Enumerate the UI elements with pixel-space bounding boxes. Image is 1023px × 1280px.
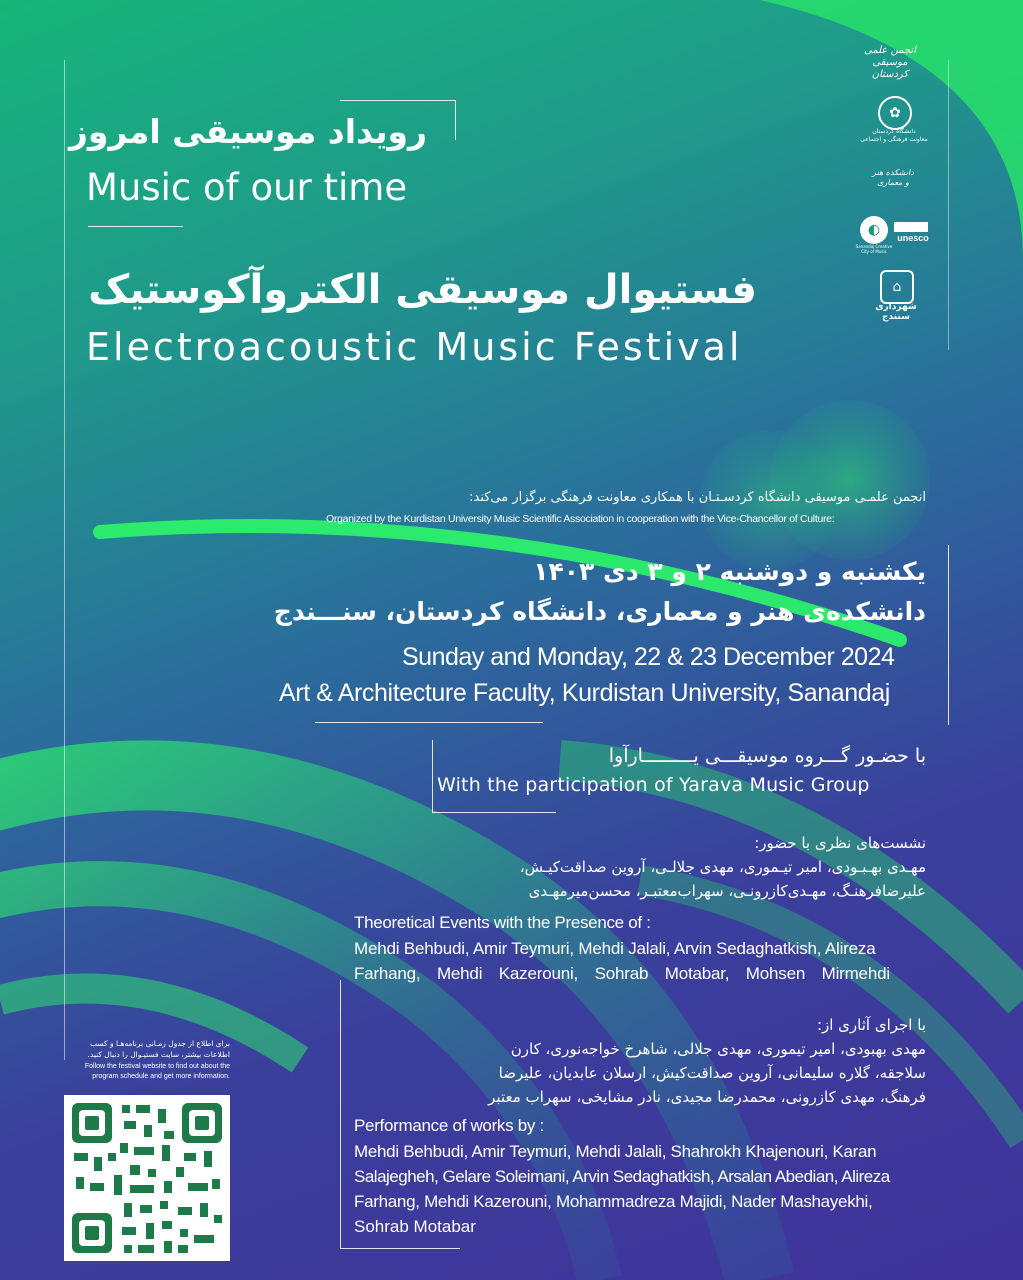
- frame-line: [340, 980, 341, 1248]
- qr-note-fa-line: اطلاعات بیشتر، سایت فستیـوال را دنبال کنید.: [87, 1050, 230, 1059]
- creative-city-label: Sanandaj Creative City of Music: [855, 244, 893, 254]
- university-name: دانشگاه کردستان: [872, 128, 916, 135]
- unesco-bar-icon: [894, 222, 928, 232]
- performance-names-fa: مهدی بهبودی، امیر تیموری، مهدی جلالی، شاهرخ خواجه‌نوری، کارن: [510, 1040, 926, 1058]
- festival-title-en: Electroacoustic Music Festival: [86, 325, 743, 369]
- theoretical-title-en: Theoretical Events with the Presence of :: [354, 913, 651, 932]
- frame-line: [455, 100, 456, 140]
- theoretical-title-fa: نشست‌های نظری با حضور:: [754, 834, 926, 852]
- frame-line: [315, 722, 543, 723]
- qr-note-fa: [60, 1038, 230, 1060]
- frame-line: [432, 812, 556, 813]
- university-logo-text: [856, 128, 932, 144]
- university-emblem-icon: ✿: [878, 96, 912, 130]
- municipality-emblem-icon: ⌂: [880, 270, 914, 304]
- frame-line: [340, 1248, 460, 1249]
- performance-title-fa: با اجرای آثاری از:: [816, 1016, 926, 1034]
- festival-title-fa: فستیوال موسیقی الکتروآکوستیک: [88, 267, 757, 313]
- performance-names-en: Sohrab Motabar: [354, 1217, 476, 1236]
- organizer-fa: انجمن علمـی موسیقی دانشگاه کردسـتـان با همکاری معاونت فرهنگی برگزار می‌کند:: [469, 490, 926, 505]
- university-sub: معاونت فرهنگی و اجتماعی: [860, 136, 928, 143]
- qr-note-en-line: Follow the festival website to find out about the: [84, 1063, 230, 1070]
- qr-code[interactable]: [64, 1095, 230, 1261]
- venue-fa: دانشکده‌ی هنر و معماری، دانشگاه کردستان، سنـــندج: [273, 597, 926, 626]
- venue-en: Art & Architecture Faculty, Kurdistan University, Sanandaj: [279, 679, 890, 707]
- performance-title-en: Performance of works by :: [354, 1116, 544, 1135]
- qr-note-fa-line: برای اطلاع از جدول زمـانی برنامه‌هـا و کسب: [89, 1039, 230, 1048]
- organizer-en: Organized by the Kurdistan University Music Scientific Association in cooperation with the Vice-Chancellor of Culture:: [326, 513, 835, 525]
- theoretical-names-en: Farhang, Mehdi Kazerouni, Sohrab Motabar, Mohsen Mirmehdi: [354, 964, 890, 983]
- participation-fa: با حضـور گـــروه موسیقـــی یـــــــــارآوا: [608, 745, 926, 767]
- theoretical-names-fa: مهـدی بهـبـودی، امیر تیـموری، مهدی جلالـی، آروین صداقت‌کیـش،: [519, 858, 926, 876]
- performance-names-fa: سلاجقه، گلاره سلیمانی، آروین صداقت‌کیش، ارسلان عابدیان، علیرضا: [498, 1064, 926, 1082]
- event-title-en: Music of our time: [86, 166, 408, 209]
- date-fa: یکشنبه و دوشنبه ۲ و ۳ دی ۱۴۰۳: [533, 557, 926, 586]
- performance-names-en: Mehdi Behbudi, Amir Teymuri, Mehdi Jalali, Shahrokh Khajenouri, Karan: [354, 1142, 877, 1161]
- performance-names-en: Farhang, Mehdi Kazerouni, Mohammadreza Majidi, Nader Mashayekhi,: [354, 1192, 873, 1211]
- qr-note-en-line: program schedule and get more information.: [92, 1073, 230, 1080]
- participation-en: With the participation of Yarava Music Group: [437, 774, 870, 796]
- theoretical-names-en: Mehdi Behbudi, Amir Teymuri, Mehdi Jalali, Arvin Sedaghatkish, Alireza: [354, 939, 876, 958]
- frame-line: [340, 100, 455, 101]
- art-school-logo: دانشکده هنر و معماری: [872, 168, 914, 187]
- theoretical-names-fa: علیرضافرهنـگ، مهـدی‌کازرونـی، سهراب‌معتبـر، محسن‌میرمهـدی: [528, 882, 926, 900]
- municipality-logo: شهرداری سنندج: [875, 302, 917, 322]
- unesco-logo: unesco: [897, 233, 929, 243]
- performance-names-en: Salajegheh, Gelare Soleimani, Arvin Sedaghatkish, Arsalan Abedian, Alireza: [354, 1167, 890, 1186]
- date-en: Sunday and Monday, 22 & 23 December 2024: [402, 643, 895, 671]
- frame-line: [88, 226, 183, 227]
- association-logo: انجمن علمی موسیقی کردستان: [864, 45, 916, 80]
- event-title-fa: رویداد موسیقی امروز: [68, 112, 427, 151]
- frame-line: [948, 545, 949, 725]
- qr-note-en: [60, 1062, 230, 1082]
- performance-names-fa: فرهنگ، مهدی کازرونی، محمدرضا مجیدی، نادر مشایخی، سهراب معتبر: [488, 1088, 926, 1106]
- creative-city-icon: ◐: [860, 216, 888, 244]
- qr-code-icon: [64, 1095, 230, 1261]
- frame-line: [64, 60, 65, 1060]
- frame-line: [948, 60, 949, 350]
